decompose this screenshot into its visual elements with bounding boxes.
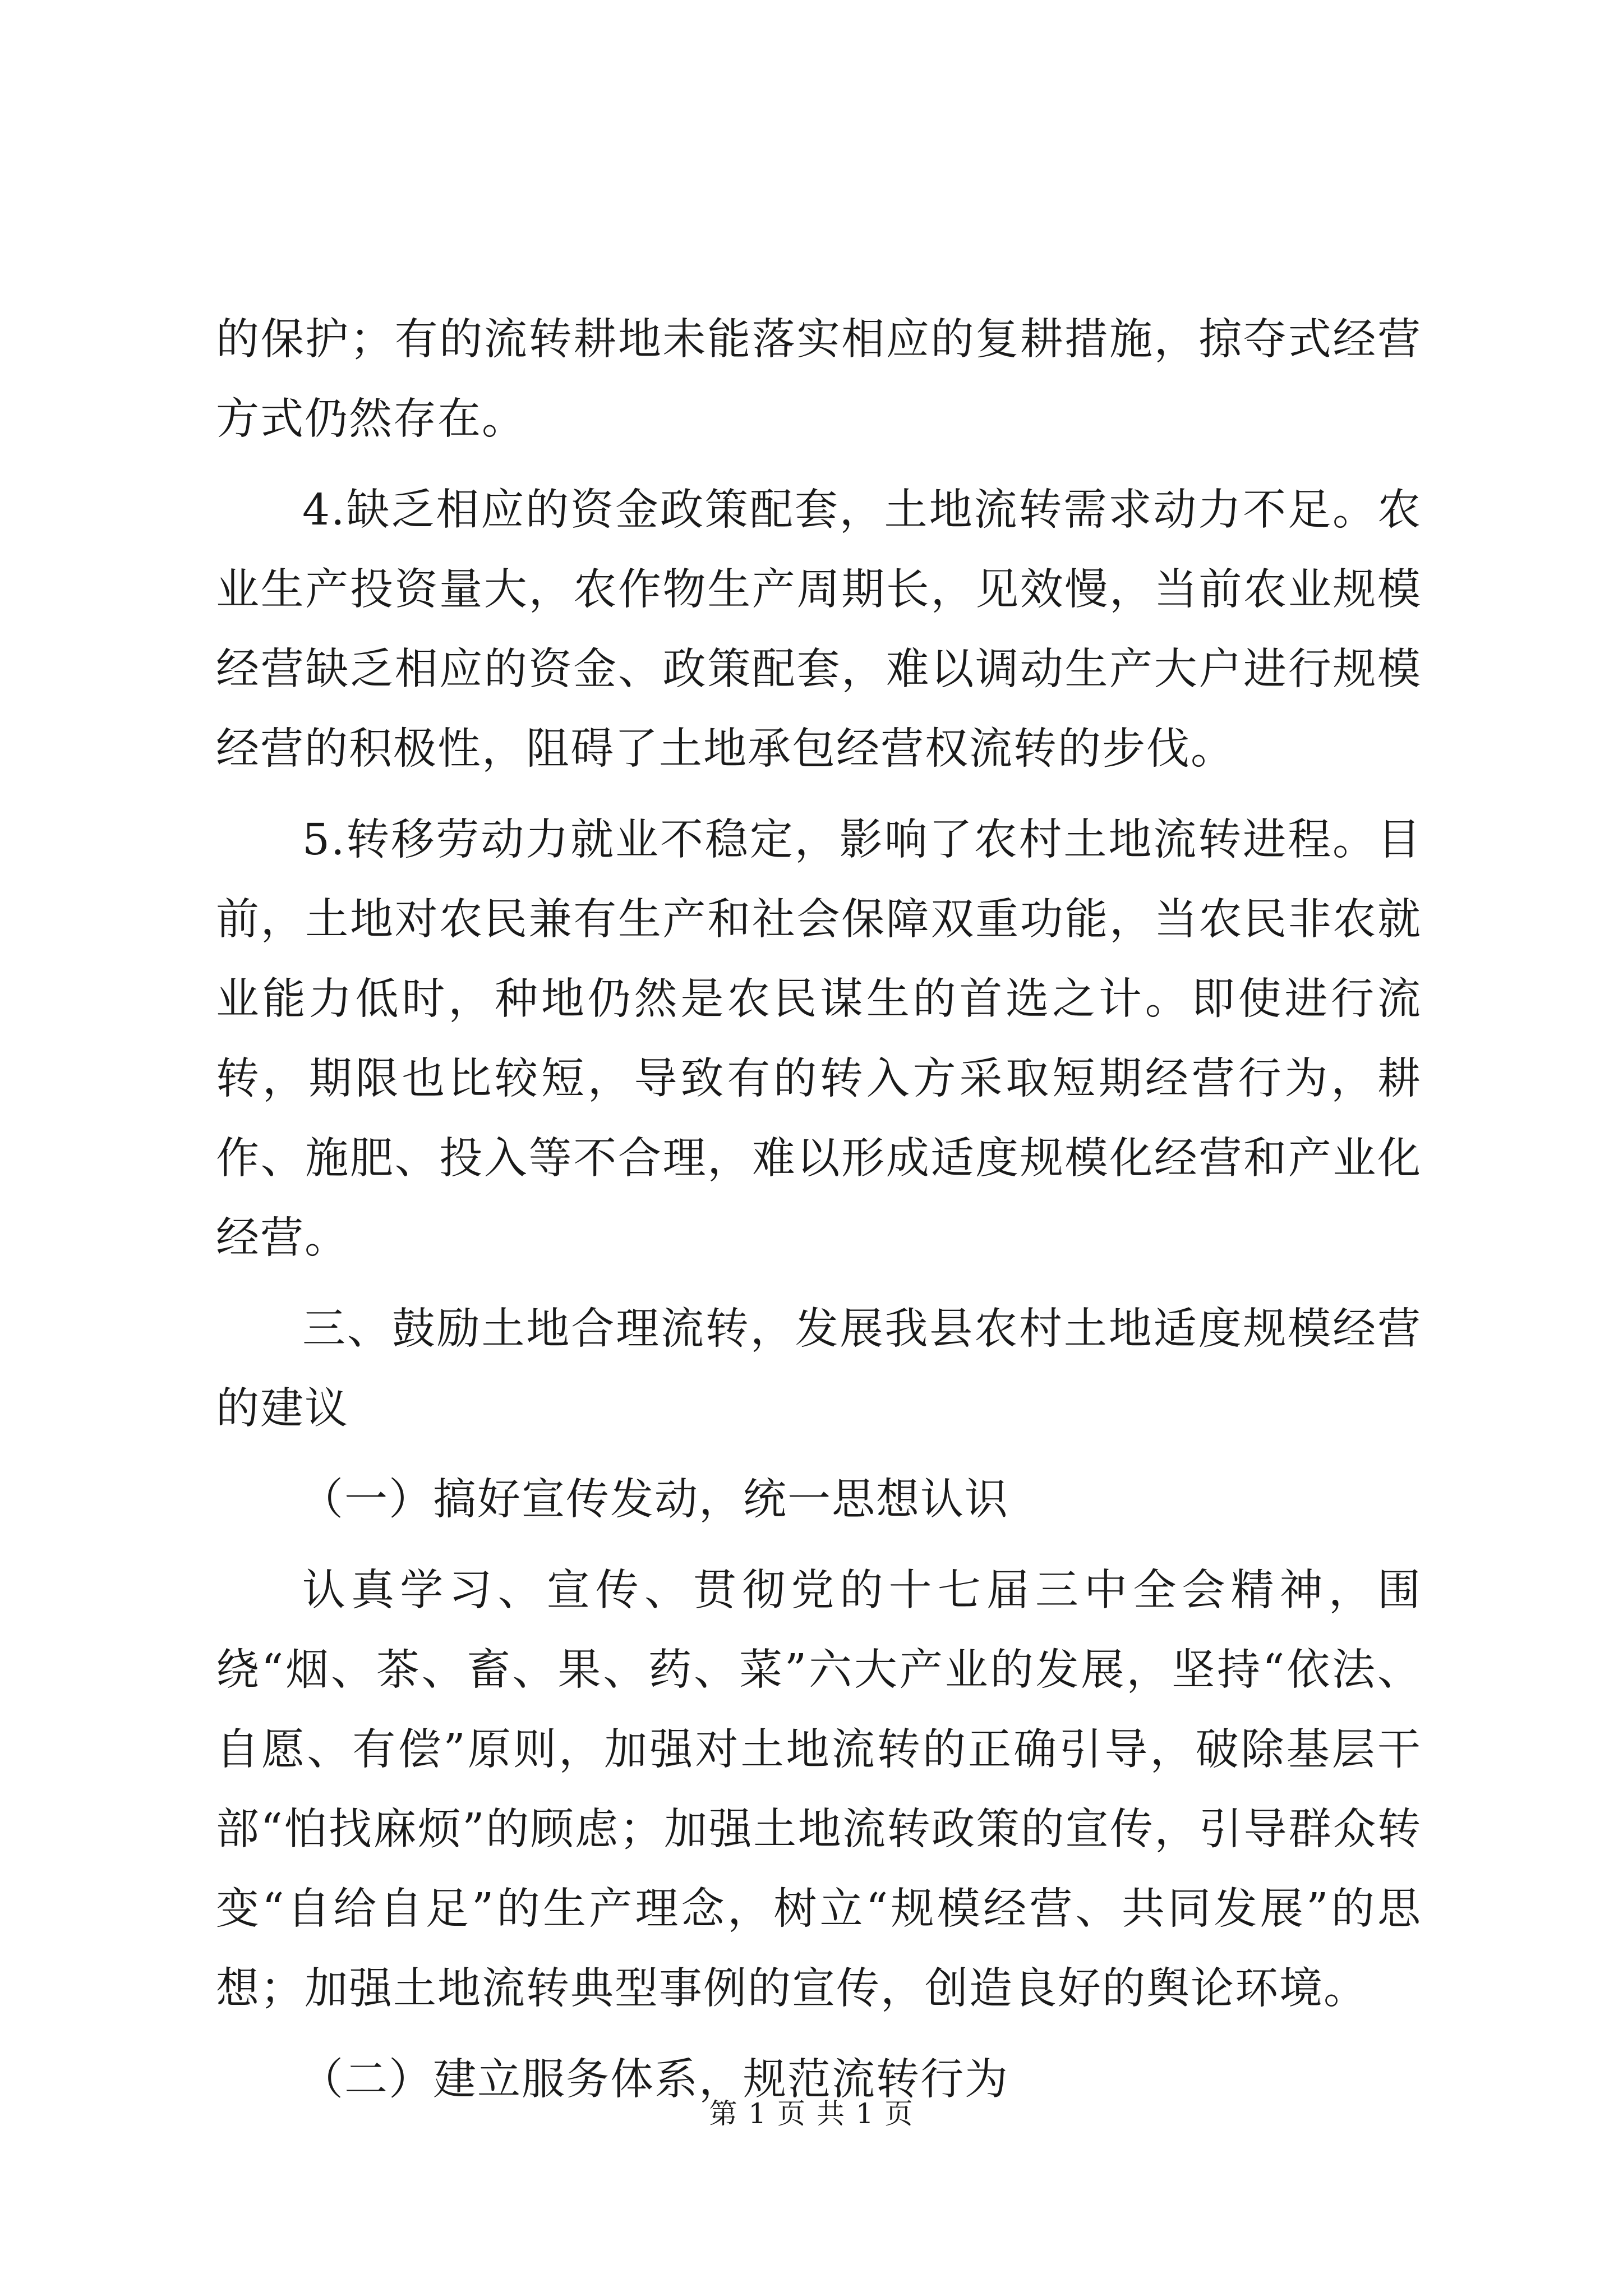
page-number: 第 1 页 共 1 页 xyxy=(709,2097,914,2130)
paragraph-item-5: 5.转移劳动力就业不稳定，影响了农村土地流转进程。目前，土地对农民兼有生产和社会保障双重功能，当农民非农就业能力低时，种地仍然是农民谋生的首选之计。即使进行流转，期限也比较短，导致有的转入方采取短期经营行为，耕作、施肥、投入等不合理，难以形成适度规模化经营和产业化经营。 xyxy=(216,815,1422,1263)
document-body xyxy=(216,300,1422,2120)
sub-heading-2: （二）建立服务体系，规范流转行为 xyxy=(300,2055,1009,2105)
section-heading-3: 三、鼓励土地合理流转，发展我县农村土地适度规模经营的建议 xyxy=(216,1304,1422,1434)
sub-heading-1: （一）搞好宣传发动，统一思想认识 xyxy=(300,1475,1009,1525)
paragraph-item-4: 4.缺乏相应的资金政策配套，土地流转需求动力不足。农业生产投资量大，农作物生产周期长，见效慢，当前农业规模经营缺乏相应的资金、政策配套，难以调动生产大户进行规模经营的积极性，阻碍了土地承包经营权流转的步伐。 xyxy=(216,485,1422,774)
paragraph-publicity: 认真学习、宣传、贯彻党的十七届三中全会精神，围绕“烟、茶、畜、果、药、菜”六大产业的发展，坚持“依法、自愿、有偿”原则，加强对土地流转的正确引导，破除基层干部“怕找麻烦”的顾虑；加强土地流转政策的宣传，引导群众转变“自给自足”的生产理念，树立“规模经营、共同发展”的思想；加强土地流转典型事例的宣传，创造良好的舆论环境。 xyxy=(216,1566,1422,2014)
paragraph-continuation: 的保护；有的流转耕地未能落实相应的复耕措施，掠夺式经营方式仍然存在。 xyxy=(216,315,1422,444)
